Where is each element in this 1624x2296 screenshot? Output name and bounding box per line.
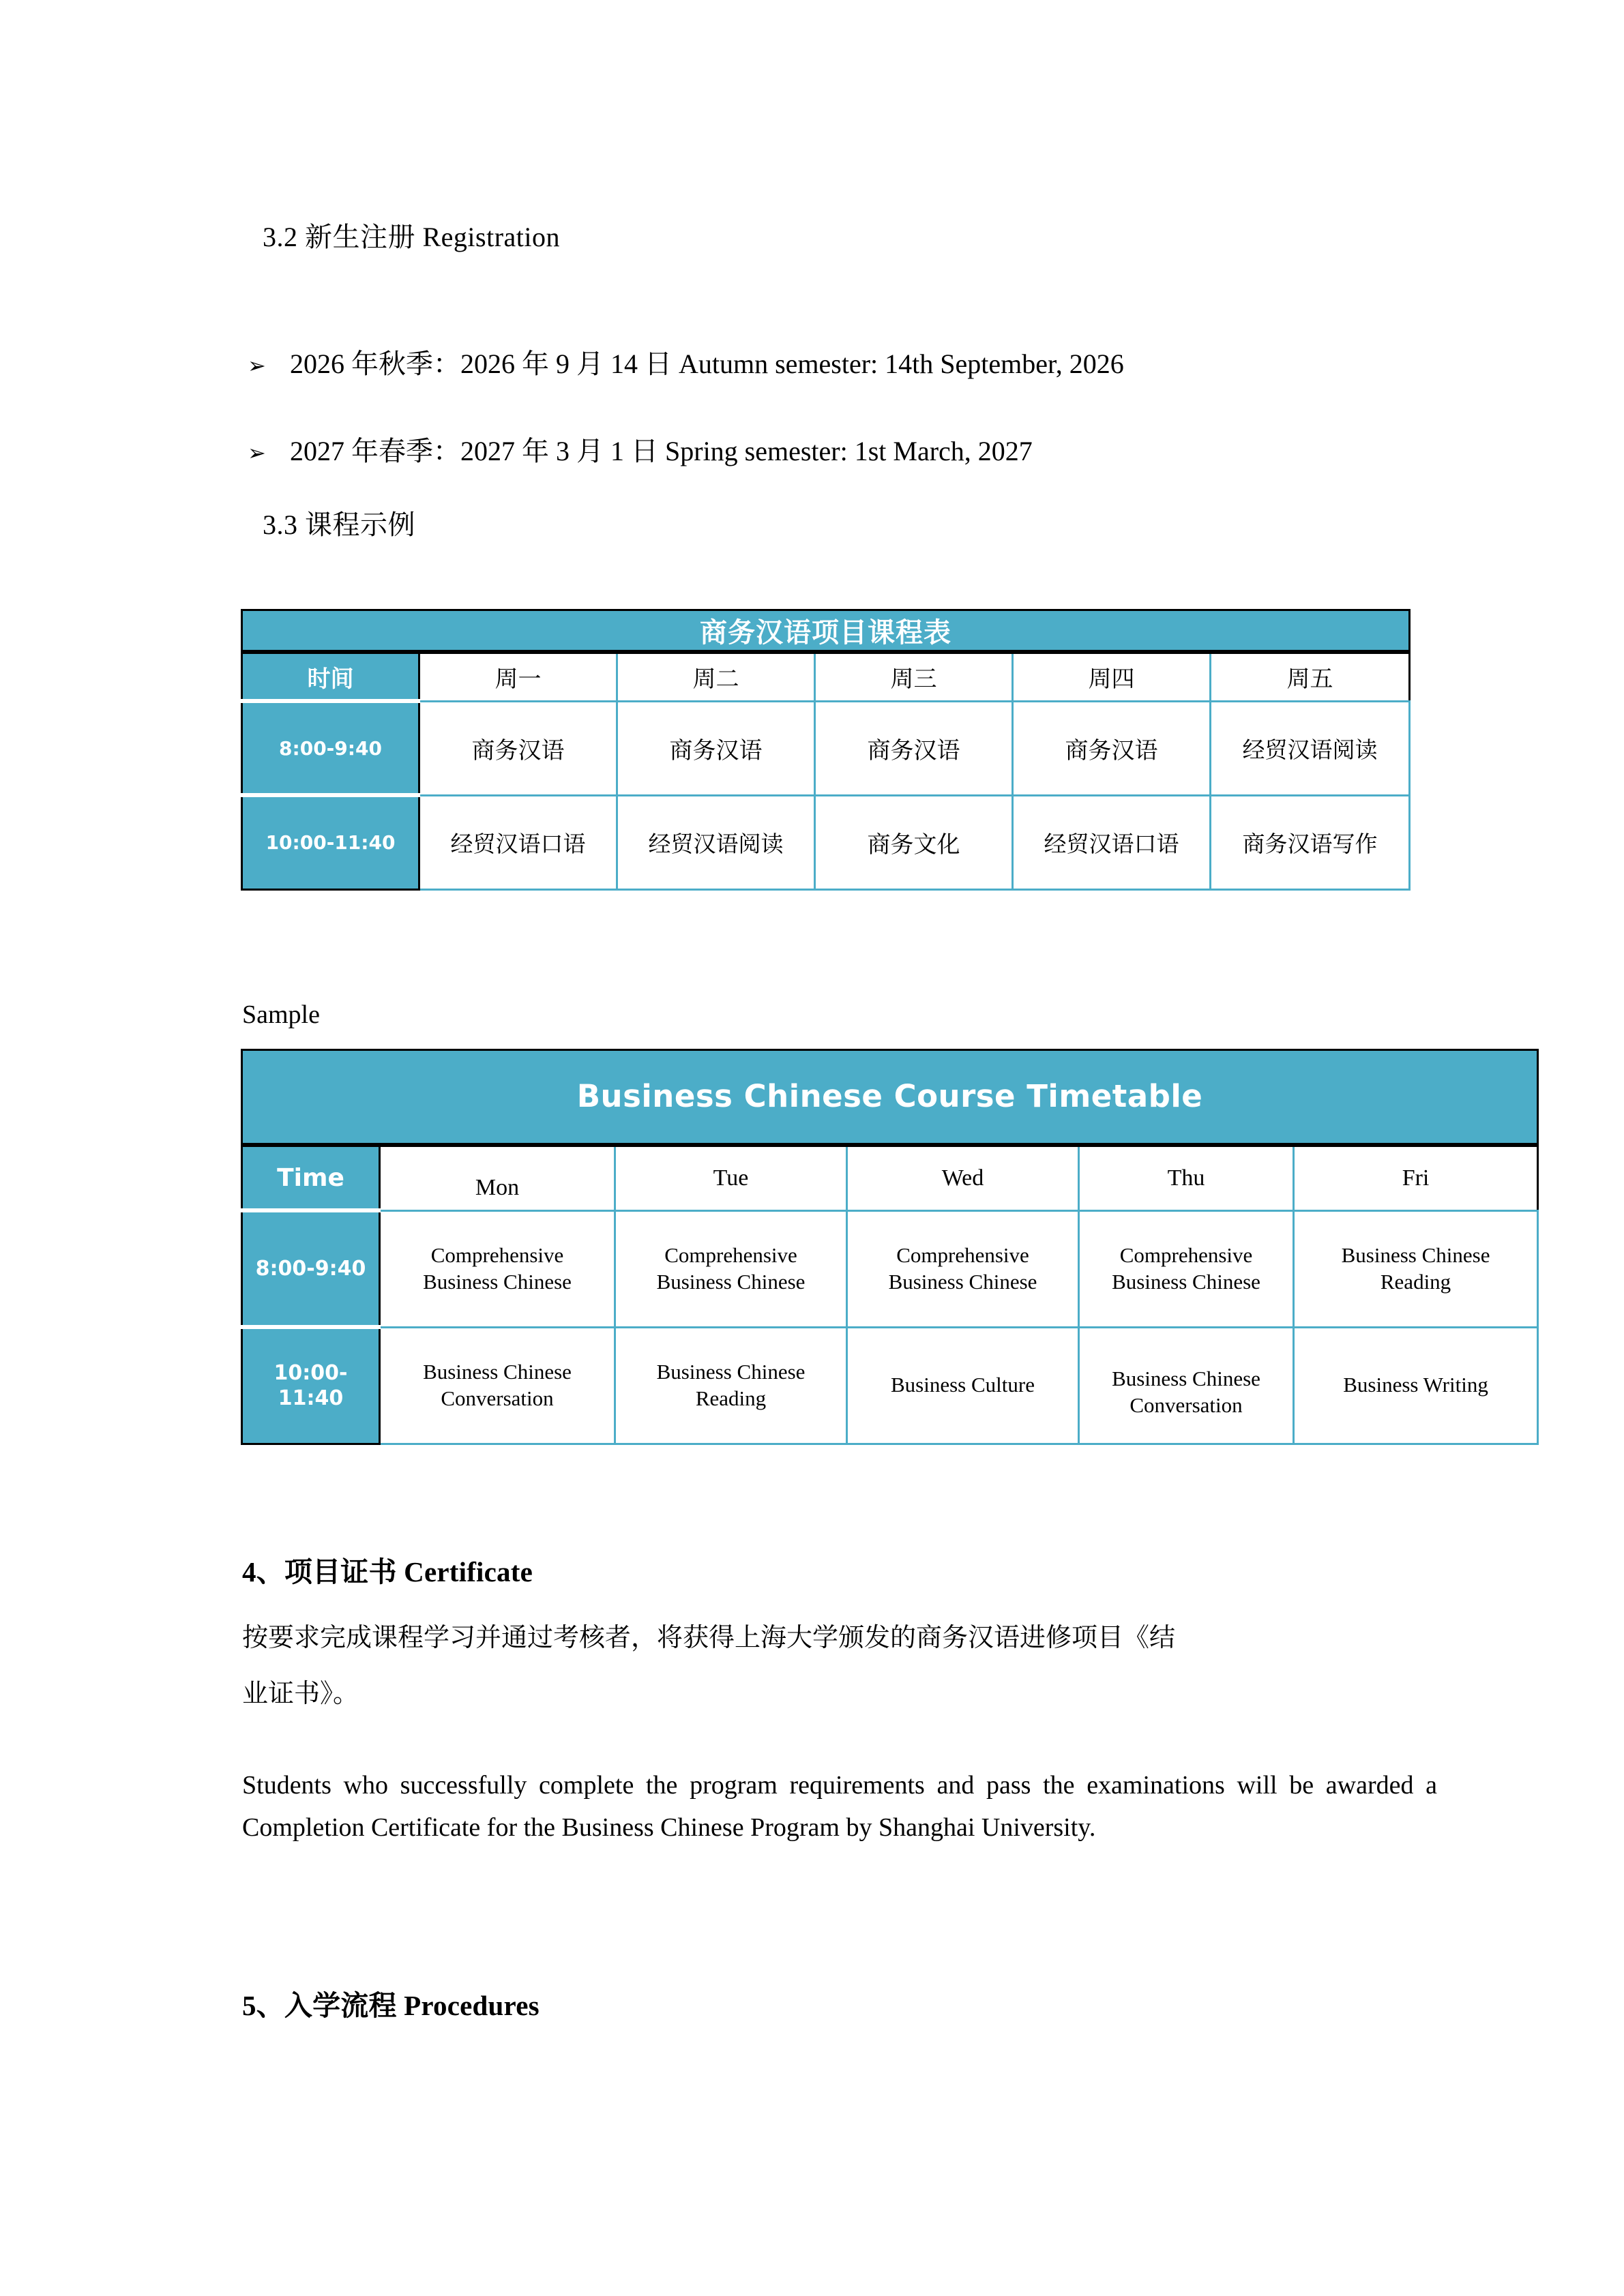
timetable-chinese-title: 商务汉语项目课程表 [242, 610, 1410, 653]
certificate-paragraph-en: Students who successfully complete the program requirements and pass the examinations will be awarded a Completion Certificate for the Business Chinese Program by Shanghai University. [242, 1771, 1437, 1842]
course-line-2: Reading [1380, 1269, 1451, 1294]
course-line-1: Business Writing [1343, 1373, 1488, 1397]
heading-4-certificate: 4、项目证书 Certificate [242, 1556, 533, 1587]
course-cell: 经贸汉语口语 [419, 795, 617, 889]
course-line-2: Business Chinese [1112, 1269, 1260, 1294]
col-header-wed: Wed [847, 1145, 1079, 1210]
col-header-fri: 周五 [1211, 652, 1410, 701]
row-time-midmorning: 10:00-11:40 [242, 1327, 380, 1444]
course-line-1: Comprehensive [664, 1242, 797, 1267]
row-time-morning: 8:00-9:40 [242, 1210, 380, 1327]
course-cell [615, 1210, 847, 1327]
table-row [242, 1327, 1538, 1444]
table-row-title [242, 1050, 1538, 1146]
bullet-text: 2027 年春季：2027 年 3 月 1 日 Spring semester: 1st March, 2027 [290, 436, 1033, 466]
col-header-mon [380, 1145, 615, 1210]
course-cell [847, 1327, 1079, 1444]
course-cell: 商务汉语 [1013, 701, 1211, 795]
course-line-1: Business Culture [891, 1373, 1035, 1397]
course-cell [380, 1327, 615, 1444]
table-row [242, 701, 1410, 795]
sample-label: Sample [242, 1000, 320, 1029]
course-cell [1079, 1210, 1294, 1327]
table-row-title [242, 610, 1410, 653]
course-line-2: Conversation [441, 1386, 554, 1410]
course-cell: 商务汉语写作 [1211, 795, 1410, 889]
course-cell [615, 1327, 847, 1444]
col-header-tue: 周二 [617, 652, 815, 701]
col-header-mon: 周一 [419, 652, 617, 701]
col-header-tue: Tue [615, 1145, 847, 1210]
bullet-item-spring [248, 430, 1033, 468]
course-line-1: Business Chinese [1341, 1242, 1490, 1267]
course-line-1: Comprehensive [896, 1242, 1029, 1267]
col-header-thu: Thu [1079, 1145, 1294, 1210]
course-cell: 商务汉语 [419, 701, 617, 795]
timetable-english [241, 1049, 1539, 1445]
heading-5-procedures: 5、入学流程 Procedures [242, 1990, 540, 2021]
table-row-header [242, 1145, 1538, 1210]
course-cell: 商务文化 [815, 795, 1013, 889]
course-line-1: Comprehensive [430, 1242, 564, 1267]
row-time-morning: 8:00-9:40 [242, 701, 419, 795]
course-cell: 经贸汉语阅读 [617, 795, 815, 889]
course-cell [1294, 1210, 1538, 1327]
certificate-paragraph-cn [242, 1611, 1436, 1722]
timetable-chinese [241, 609, 1411, 891]
course-line-1: Comprehensive [1119, 1242, 1253, 1267]
col-header-time: 时间 [242, 652, 419, 701]
col-header-thu: 周四 [1013, 652, 1211, 701]
col-header-fri: Fri [1294, 1145, 1538, 1210]
course-line-2: Business Chinese [656, 1269, 806, 1294]
bullet-arrow-icon: ➢ [248, 353, 266, 378]
course-cell: 商务汉语 [815, 701, 1013, 795]
course-line-2: Reading [695, 1386, 767, 1410]
col-header-wed: 周三 [815, 652, 1013, 701]
table-row [242, 1210, 1538, 1327]
timetable-english-title: Business Chinese Course Timetable [242, 1050, 1538, 1146]
course-cell [847, 1210, 1079, 1327]
course-line-2: Business Chinese [423, 1269, 572, 1294]
course-cell: 经贸汉语口语 [1013, 795, 1211, 889]
course-cell: 商务汉语 [617, 701, 815, 795]
course-line-2: Conversation [1130, 1392, 1243, 1417]
heading-3-2: 3.2 新生注册 Registration [263, 222, 561, 252]
row-time-midmorning: 10:00-11:40 [242, 795, 419, 889]
bullet-arrow-icon: ➢ [248, 440, 266, 466]
course-line-1: Business Chinese [1112, 1366, 1260, 1390]
col-header-mon-label: Mon [475, 1174, 520, 1200]
bullet-text: 2026 年秋季：2026 年 9 月 14 日 Autumn semester: 14th September, 2026 [290, 348, 1124, 379]
table-row-header [242, 652, 1410, 701]
certificate-paragraph-cn-line-2: 业证书》。 [242, 1679, 359, 1708]
certificate-paragraph-cn-line-1: 按要求完成课程学习并通过考核者，将获得上海大学颁发的商务汉语进修项目《结 [242, 1624, 1176, 1652]
course-cell [380, 1210, 615, 1327]
bullet-item-autumn [248, 342, 1124, 381]
col-header-time: Time [242, 1145, 380, 1210]
table-row [242, 795, 1410, 889]
course-cell [1294, 1327, 1538, 1444]
course-line-1: Business Chinese [656, 1359, 806, 1384]
course-cell [1079, 1327, 1294, 1444]
course-cell: 经贸汉语阅读 [1211, 701, 1410, 795]
heading-3-3: 3.3 课程示例 [263, 509, 415, 540]
course-line-2: Business Chinese [888, 1269, 1037, 1294]
course-line-1: Business Chinese [423, 1359, 572, 1384]
